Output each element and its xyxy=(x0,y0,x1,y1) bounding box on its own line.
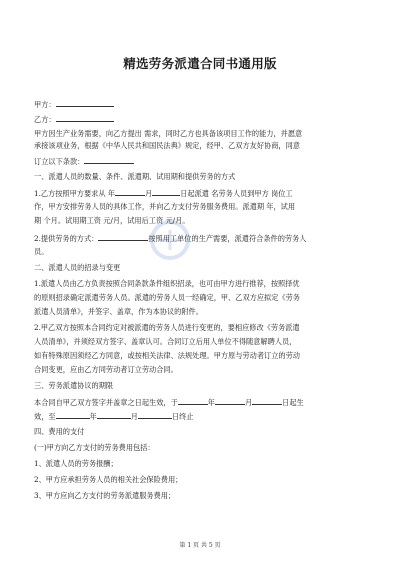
party-a-line xyxy=(34,99,370,109)
clause-line: 1.乙方按照甲方要求从 年 月 日起派遣 名劳务人员到甲方 岗位工 xyxy=(34,189,293,198)
clause-line: (一)甲方向乙方支付的劳务费用包括： xyxy=(34,443,155,452)
clause-line: 效，至 年 月 日终止 xyxy=(34,412,194,421)
document-title: 精选劳务派遣合同书通用版 xyxy=(123,56,277,71)
clause-line: 合同变更，应由乙方同劳动者订立劳动合同。 xyxy=(34,365,178,374)
party-a-label: 甲方： xyxy=(34,100,56,109)
list-item: 2、甲方应承担劳务人员的相关社会保险费用； xyxy=(34,475,183,484)
section-heading-1: 一、派遣人员的数量、条件、派遣期、试用期和提供劳务的方式 xyxy=(34,172,236,181)
section-heading-2: 二、派遣人员的招录与变更 xyxy=(34,263,121,272)
page-footer: 第 1 页 共 5 页 xyxy=(179,542,221,549)
section-heading-3: 三、劳务派遣协议的期限 xyxy=(34,381,114,390)
party-b-label: 乙方： xyxy=(34,115,56,124)
section-heading-4: 四、费用的支付 xyxy=(34,427,85,436)
clause-line: 人员清单》，并须经双方签字、盖章认可。合同订立后用人单位不得随意解聘人员， xyxy=(34,337,297,346)
clause-line: 派遣人员清单》，并签字、盖章，作为本协议的附件。 xyxy=(34,307,203,316)
clause-line: 2.提供劳务的方式： 按照用工单位的生产需要，派遣符合条件的劳务人 xyxy=(34,234,307,243)
clause-line: 1.派遣人员由乙方负责按照合同条款条件组织招录，也可由甲方进行推荐，按照择优 xyxy=(34,279,300,288)
clause-line: 如有特殊原因须经乙方同意，或按相关法律、法规处理。甲方原与劳动者订立的劳动 xyxy=(34,351,300,360)
clause-line: 的原则招录确定派遣劳务人员。派遣的劳务人员一经确定，甲、乙双方应拟定《劳务 xyxy=(34,293,300,302)
intro-line: 甲方因生产业务需要，向乙方提出 需求，同时乙方也具备该项目工作的能力，并愿意 xyxy=(34,129,303,138)
clause-line: 本合同自甲乙双方签字并盖章之日起生效，于 年 月 日起生 xyxy=(34,398,304,407)
clause-line: 期 个月。试用期工资 元/月，试用后工资 元/月。 xyxy=(34,216,190,225)
party-b-line xyxy=(34,114,370,124)
clause-line: 作，甲方安排劳务人员的具体工作，并向乙方支付劳务服务费用。派遣期 年，试用 xyxy=(34,202,296,211)
intro-line: 承接该项业务，根据《中华人民共和国民法典》规定，经甲、乙双方友好协商，同意 xyxy=(34,141,300,150)
intro-line: 订立以下条款： xyxy=(34,156,370,166)
clause-line: 2.甲乙双方按照本合同约定对被派遣的劳务人员进行变更的，要相应修改《劳务派遣 xyxy=(34,323,300,332)
list-item: 1、派遣人员的劳务报酬； xyxy=(34,459,118,468)
list-item: 3、甲方应向乙方支付的劳务派遣服务费用； xyxy=(34,491,176,500)
clause-line: 员。 xyxy=(34,247,49,256)
